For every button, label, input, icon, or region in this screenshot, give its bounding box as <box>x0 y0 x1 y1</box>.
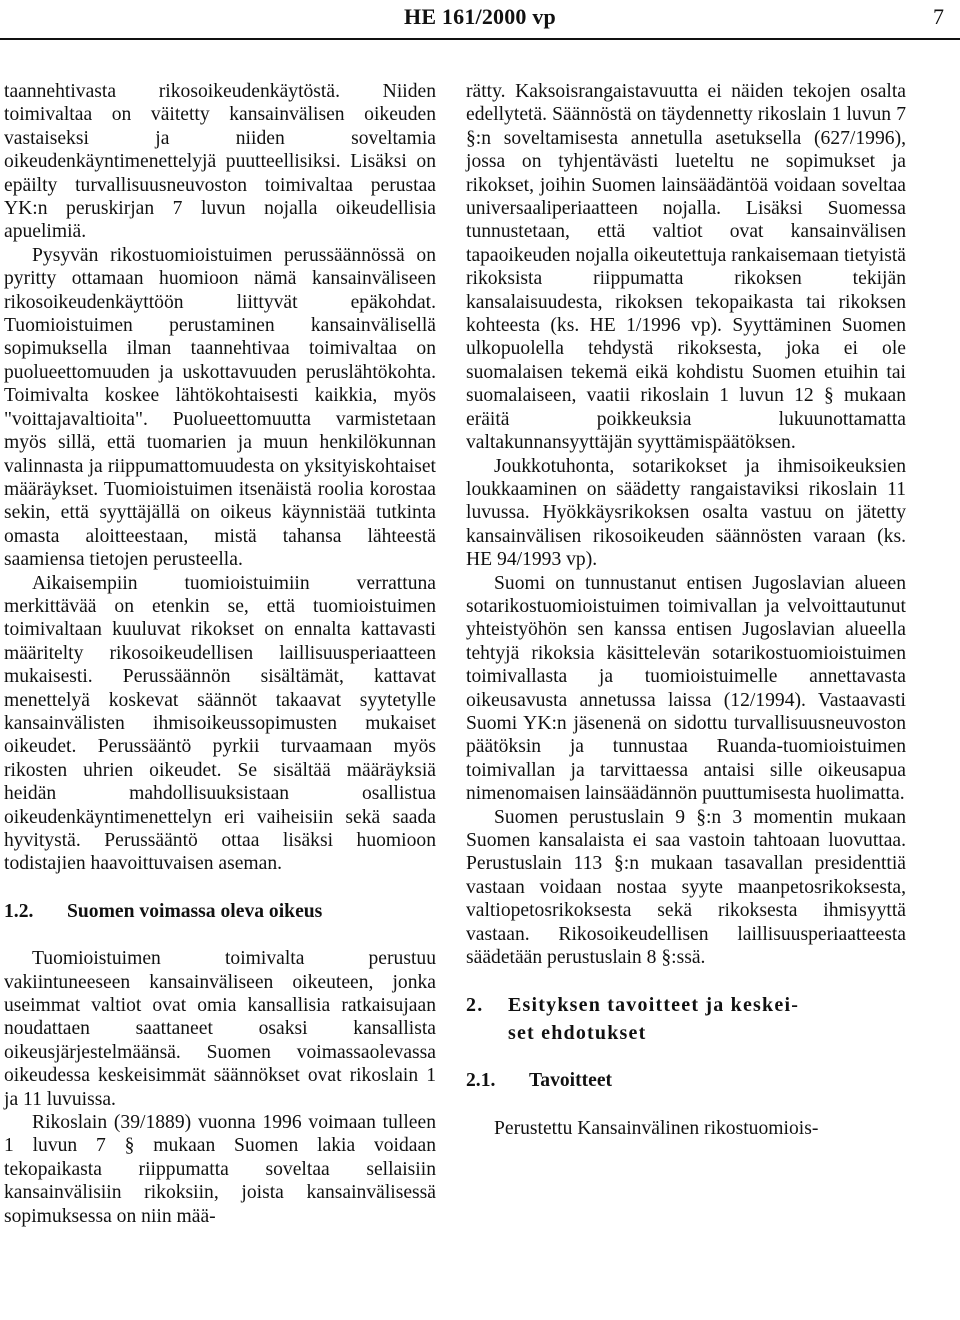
page-number: 7 <box>933 4 944 29</box>
paragraph: Tuomioistuimen toimivalta perustuu vakiintuneeseen kansainväliseen oikeuteen, jonka useimmat valtiot ovat omia kansallisia ratkaisujaan noudattaen saattaneet osaksi kansallista oikeusjärjestelmäänsä. Suomen voimassaolevassa oikeudessa keskeisimmät säännökset ovat rikoslain 1 ja 11 luvuissa. <box>4 948 436 1110</box>
paragraph: Rikoslain (39/1889) vuonna 1996 voimaan tulleen 1 luvun 7 § mukaan Suomen lakia voidaan tekopaikasta riippumatta soveltaa sellaisiin kansainvälisiin rikoksiin, joista kansainvälisessä sopimuksessa on niin mää- <box>4 1112 436 1227</box>
section-heading-2 <box>466 991 906 1047</box>
paragraph: Aikaisempiin tuomioistuimiin verrattuna merkittävää on etenkin se, että tuomioistuimen toimivaltaan kuuluvat rikokset on ennalta kattavasti määritelty rikosoikeudellisen laillisuusperiaatteen mukaisesti. Perussäännön sisältämät, kattavat menettelyä koskevat säännöt takaavat syytetylle kansainvälisten ihmisoikeussopimusten mukaiset oikeudet. Perussääntö pyrkii turvaamaan myös rikosten uhrien oikeudet. Se sisältää määräyksiä heidän mahdollisuuksistaan osallistua oikeudenkäyntimenettelyn eri vaiheisiin sekä saada hyvitystä. Perussääntö ottaa lisäksi huomioon todistajien haavoittuvaisen aseman. <box>4 572 436 875</box>
section-number: 2. <box>466 994 484 1017</box>
paragraph: Joukkotuhonta, sotarikokset ja ihmisoikeuksien loukkaaminen on säädetty rangaistaviksi rikoslain 11 luvussa. Hyökkäysrikoksen osalta vastuu on jätetty kansainvälisen rikosoikeuden säännösten varaan (ks. HE 94/1993 vp). <box>466 455 906 571</box>
document-id: HE 161/2000 vp <box>404 4 556 29</box>
header-rule <box>0 38 960 40</box>
paragraph: taannehtivasta rikosoikeudenkäytöstä. Niiden toimivaltaa on väitetty kansainvälisen oikeuden vastaiseksi ja niiden soveltamia oikeudenkäyntimenettelyjä puutteellisiksi. Lisäksi on epäilty turvallisuusneuvoston toimivaltaa perustaa YK:n peruskirjan 7 luvun nojalla oikeudellisia apuelimiä. <box>4 81 436 243</box>
section-title-continued: set ehdotukset <box>508 1022 647 1045</box>
paragraph: Pysyvän rikostuomioistuimen perussäännössä on pyritty ottamaan huomioon nämä kansainväliseen rikosoikeudenkäyttöön liittyvät epäkohdat. Tuomioistuimen perustaminen kansainvälisellä sopimuksella ilman taannehtivaa toimivaltaa on puolueettomuuden ja uskottavuuden peruslähtökohta. Toimivalta koskee lähtökohtaisesti kaikkia, myös "voittajavaltioita". Puolueettomuutta varmistetaan myös sillä, että tuomarien ja muun henkilökunnan valinnasta ja riippumattomuudesta on yksityiskohtaiset määräykset. Tuomioistuimen itsenäistä roolia korostaa sekin, että syyttäjällä on oikeus käynnistää tutkinta omasta aloitteestaan, mistä tahansa lähteestä saamiensa tietojen perusteella. <box>4 244 436 571</box>
paragraph: rätty. Kaksoisrangaistavuutta ei näiden tekojen osalta edellytetä. Säännöstä on täydennetty rikoslain 1 luvun 7 §:n soveltamisesta annetulla asetuksella (627/1996), jossa on tyhjentävästi lueteltu ne sopimukset ja rikokset, joihin Suomen lainsäädäntöä voidaan soveltaa universaaliperiaatteen nojalla. Lisäksi Suomessa tunnustetaan, että valtiot ovat kansainvälisen tapaoikeuden nojalla oikeutettuja rankaisemaan tietyistä rikoksista riippumatta rikoksen tekijän kansalaisuudesta, rikoksen tekopaikasta tai rikoksen kohteesta (ks. HE 1/1996 vp). Syyttäminen Suomen ulkopuolella tehdystä rikoksesta, joka ei ole suomalaisen tekemä eikä kohdistu Suomen etuihin tai suomalaiseen, vaatii rikoslain 1 luvun 12 § mukaan eräitä poikkeuksia lukuunottamatta valtakunnansyyttäjän syyttämispäätöksen. <box>466 81 906 454</box>
paragraph: Suomi on tunnustanut entisen Jugoslavian alueen sotarikostuomioistuimen toimivallan ja velvoittautunut yhteistyöhön sen kanssa entisen Jugoslavian alueella tehtyjä rikoksia käsittelevän sotarikostuomioistuimen toimivallasta ja tuomioistuimelle annettavasta oikeusavusta annetussa laissa (12/1994). Vastaavasti Suomi YK:n jäsenenä on sidottu turvallisuusneuvoston päätöksin ja tunnustaa Ruanda-tuomioistuimen toimivallan ja tarvittaessa antaisi sille oikeusapua nimenomaisen lainsäädännön puuttumisesta huolimatta. <box>466 572 906 805</box>
paragraph: Suomen perustuslain 9 §:n 3 momentin mukaan Suomen kansalaista ei saa vastoin tahtoaan luovuttaa. Perustuslain 113 §:n mukaan tasavallan presidenttiä vastaan voidaan nostaa syyte maanpetosrikoksesta, valtiopetosrikoksesta sekä rikoksesta ihmisyyttä vastaan. Rikosoikeudellisen laillisuusperiaatteesta säädetään perustuslain 8 §:ssä. <box>466 806 906 969</box>
right-column <box>466 80 906 1140</box>
section-number: 1.2. <box>4 900 34 922</box>
left-column <box>4 80 436 1228</box>
paragraph: Perustettu Kansainvälinen rikostuomiois- <box>494 1117 819 1139</box>
section-heading-2-1 <box>466 1069 906 1092</box>
section-title: Suomen voimassa oleva oikeus <box>67 900 323 922</box>
section-number: 2.1. <box>466 1070 496 1092</box>
section-title: Tavoitteet <box>529 1070 613 1092</box>
page-header <box>0 0 960 50</box>
section-title: Esityksen tavoitteet ja keskei- <box>508 994 800 1017</box>
section-heading-1-2 <box>4 900 436 923</box>
